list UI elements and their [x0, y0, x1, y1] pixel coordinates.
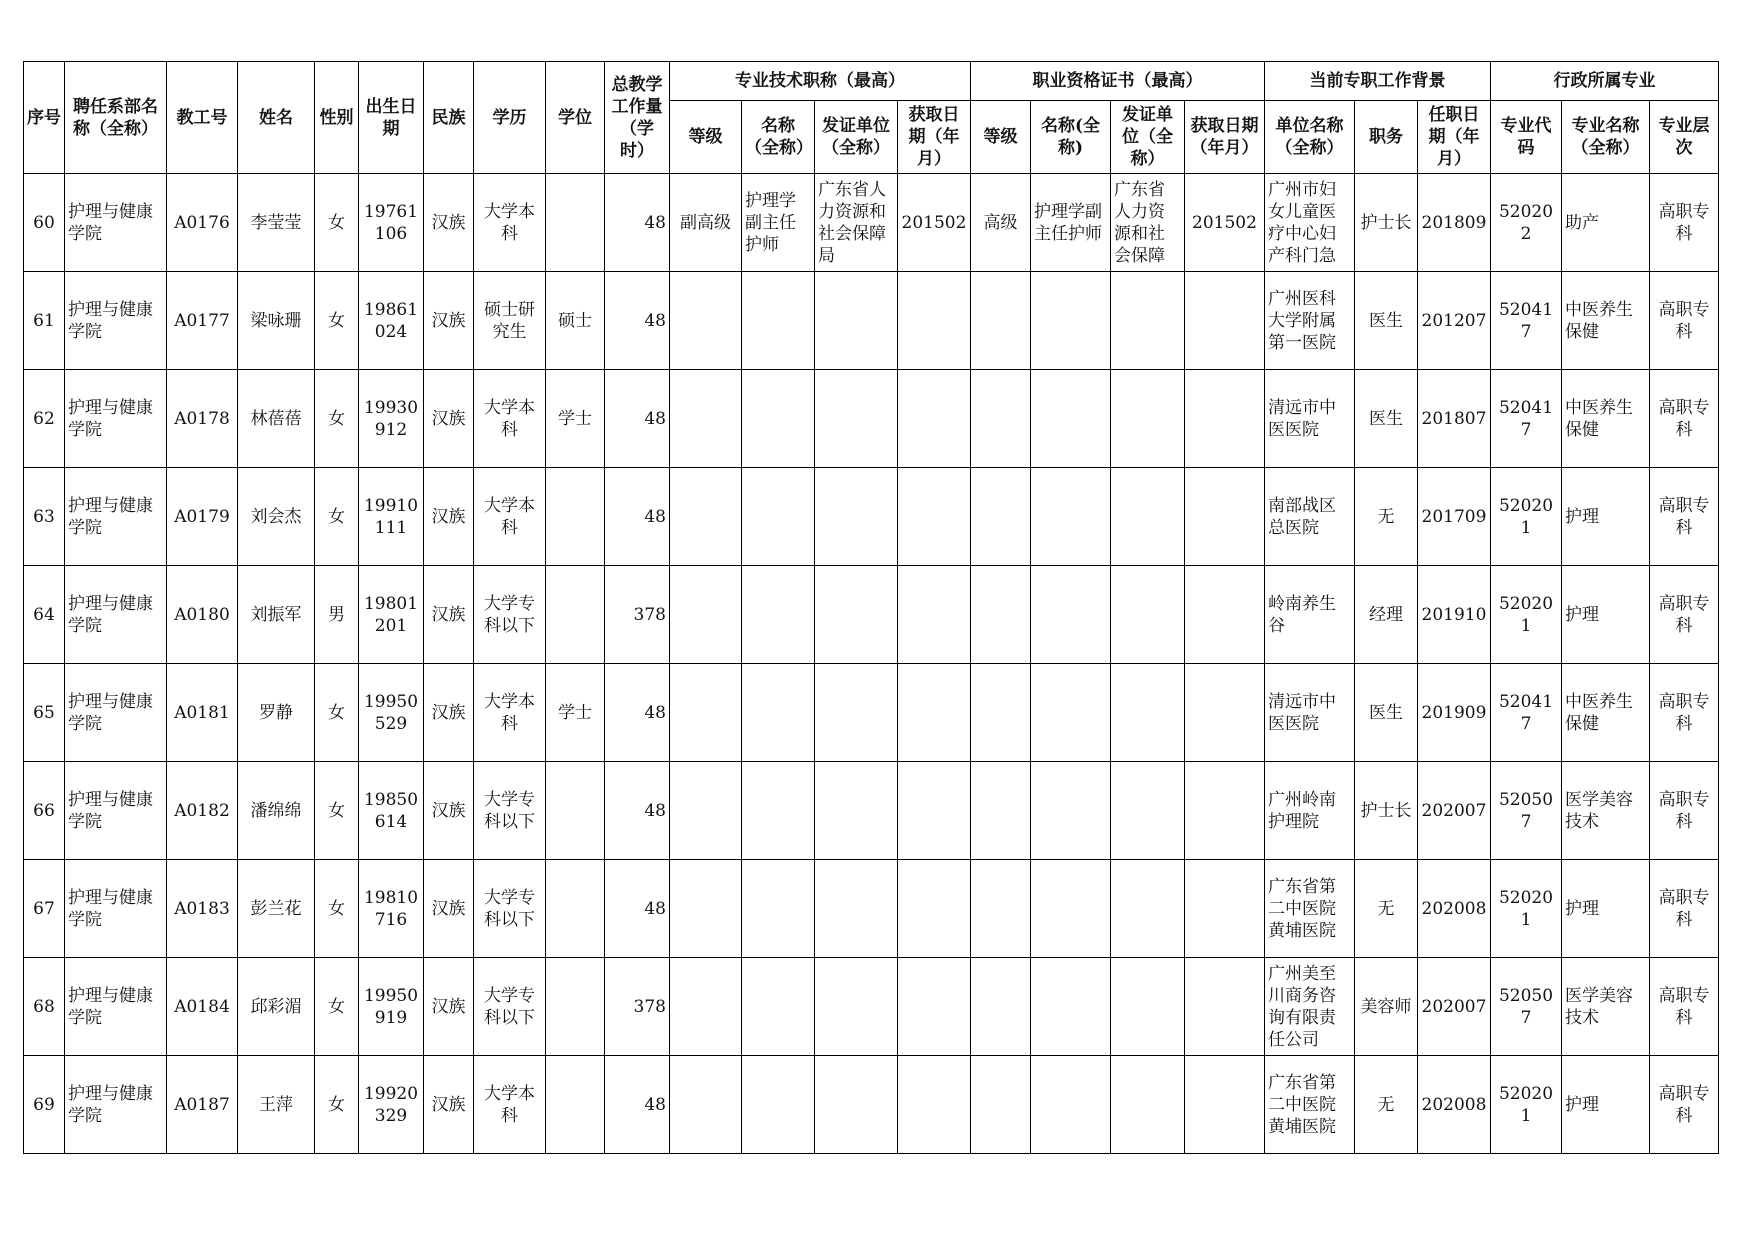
cell-major-name: 中医养生保健: [1562, 272, 1650, 370]
cell-cert-name: [1031, 958, 1111, 1056]
cell-birth: 19930912: [359, 370, 424, 468]
cell-name: 彭兰花: [238, 860, 315, 958]
table-body: [24, 174, 1719, 1154]
cell-education: 大学专科以下: [474, 762, 546, 860]
cell-gender: 女: [315, 664, 359, 762]
cell-cert-level: [971, 958, 1031, 1056]
table-row: [24, 860, 1719, 958]
cell-major-level: 高职专科: [1650, 566, 1719, 664]
cell-cert-issuer: [1111, 370, 1185, 468]
header-title-name: 名称（全称）: [742, 101, 815, 174]
cell-name: 梁咏珊: [238, 272, 315, 370]
cell-name: 林蓓蓓: [238, 370, 315, 468]
cell-hours: 48: [605, 468, 670, 566]
cell-education: 大学本科: [474, 174, 546, 272]
cell-cert-name: [1031, 370, 1111, 468]
cell-work-post: 医生: [1355, 664, 1418, 762]
cell-cert-name: [1031, 468, 1111, 566]
cell-work-unit: 广州美至川商务咨询有限责任公司: [1265, 958, 1355, 1056]
cell-degree: [546, 174, 605, 272]
cell-cert-issuer: [1111, 958, 1185, 1056]
cell-title-level: [670, 958, 742, 1056]
cell-work-unit: 广州岭南护理院: [1265, 762, 1355, 860]
cell-work-post: 医生: [1355, 370, 1418, 468]
cell-work-post: 经理: [1355, 566, 1418, 664]
cell-cert-name: [1031, 860, 1111, 958]
cell-major-name: 中医养生保健: [1562, 370, 1650, 468]
cell-dept: 护理与健康学院: [65, 1056, 167, 1154]
cell-title-name: [742, 664, 815, 762]
cell-major-code: 520201: [1491, 566, 1562, 664]
cell-title-issuer: [815, 272, 898, 370]
header-cert-issuer: 发证单位（全称）: [1111, 101, 1185, 174]
cell-major-name: 护理: [1562, 566, 1650, 664]
cell-cert-name: 护理学副主任护师: [1031, 174, 1111, 272]
header-major-group: 行政所属专业: [1491, 62, 1719, 101]
cell-major-level: 高职专科: [1650, 468, 1719, 566]
cell-title-level: [670, 664, 742, 762]
cell-degree: [546, 468, 605, 566]
cell-birth: 19810716: [359, 860, 424, 958]
cell-gender: 女: [315, 762, 359, 860]
cell-cert-level: [971, 468, 1031, 566]
staff-table: [23, 61, 1719, 1154]
cell-staff-id: A0183: [167, 860, 238, 958]
header-title-level: 等级: [670, 101, 742, 174]
cell-major-name: 医学美容技术: [1562, 958, 1650, 1056]
cell-major-level: 高职专科: [1650, 958, 1719, 1056]
header-work-post: 职务: [1355, 101, 1418, 174]
header-cert-date: 获取日期（年月）: [1185, 101, 1265, 174]
cell-cert-level: [971, 1056, 1031, 1154]
cell-education: 大学本科: [474, 468, 546, 566]
cell-cert-name: [1031, 664, 1111, 762]
cell-title-date: [898, 958, 971, 1056]
cell-staff-id: A0178: [167, 370, 238, 468]
cell-major-level: 高职专科: [1650, 664, 1719, 762]
cell-cert-date: [1185, 1056, 1265, 1154]
cell-seq: 61: [24, 272, 65, 370]
cell-major-code: 520507: [1491, 762, 1562, 860]
cell-hours: 48: [605, 174, 670, 272]
cell-dept: 护理与健康学院: [65, 174, 167, 272]
cell-work-unit: 广州医科大学附属第一医院: [1265, 272, 1355, 370]
cell-work-post: 护士长: [1355, 174, 1418, 272]
cell-cert-name: [1031, 272, 1111, 370]
cell-title-level: [670, 762, 742, 860]
cell-work-post: 无: [1355, 860, 1418, 958]
cell-cert-issuer: [1111, 664, 1185, 762]
cell-birth: 19950529: [359, 664, 424, 762]
cell-cert-date: [1185, 272, 1265, 370]
cell-hours: 378: [605, 566, 670, 664]
cell-title-level: [670, 860, 742, 958]
cell-degree: 学士: [546, 664, 605, 762]
cell-title-date: [898, 762, 971, 860]
cell-hours: 48: [605, 664, 670, 762]
cell-name: 潘绵绵: [238, 762, 315, 860]
cell-title-level: [670, 566, 742, 664]
cell-work-post: 无: [1355, 1056, 1418, 1154]
cell-title-issuer: [815, 1056, 898, 1154]
table-row: [24, 762, 1719, 860]
cell-major-code: 520417: [1491, 664, 1562, 762]
cell-gender: 男: [315, 566, 359, 664]
cell-education: 大学本科: [474, 370, 546, 468]
cell-work-date: 202007: [1418, 762, 1491, 860]
cell-work-date: 201909: [1418, 664, 1491, 762]
cell-staff-id: A0180: [167, 566, 238, 664]
table-row: [24, 174, 1719, 272]
cell-title-level: 副高级: [670, 174, 742, 272]
cell-major-name: 中医养生保健: [1562, 664, 1650, 762]
header-title-group: 专业技术职称（最高）: [670, 62, 971, 101]
cell-title-date: 201502: [898, 174, 971, 272]
cell-dept: 护理与健康学院: [65, 272, 167, 370]
cell-work-unit: 广州市妇女儿童医疗中心妇产科门急: [1265, 174, 1355, 272]
cell-major-name: 助产: [1562, 174, 1650, 272]
cell-major-code: 520507: [1491, 958, 1562, 1056]
cell-title-issuer: [815, 762, 898, 860]
cell-major-name: 护理: [1562, 1056, 1650, 1154]
cell-seq: 60: [24, 174, 65, 272]
cell-work-date: 201807: [1418, 370, 1491, 468]
cell-title-issuer: [815, 664, 898, 762]
cell-work-post: 美容师: [1355, 958, 1418, 1056]
cell-major-code: 520201: [1491, 468, 1562, 566]
cell-gender: 女: [315, 174, 359, 272]
cell-major-code: 520201: [1491, 1056, 1562, 1154]
cell-ethnic: 汉族: [424, 664, 474, 762]
cell-dept: 护理与健康学院: [65, 664, 167, 762]
cell-cert-date: [1185, 958, 1265, 1056]
cell-major-name: 医学美容技术: [1562, 762, 1650, 860]
cell-gender: 女: [315, 370, 359, 468]
cell-education: 大学本科: [474, 664, 546, 762]
cell-seq: 63: [24, 468, 65, 566]
cell-degree: [546, 860, 605, 958]
header-major-name: 专业名称（全称）: [1562, 101, 1650, 174]
cell-seq: 67: [24, 860, 65, 958]
cell-ethnic: 汉族: [424, 1056, 474, 1154]
cell-seq: 62: [24, 370, 65, 468]
table-row: [24, 370, 1719, 468]
header-row-1: [24, 62, 1719, 101]
cell-cert-date: [1185, 370, 1265, 468]
cell-degree: [546, 958, 605, 1056]
cell-education: 大学专科以下: [474, 860, 546, 958]
header-staff-id: 教工号: [167, 62, 238, 174]
cell-education: 大学专科以下: [474, 566, 546, 664]
table-row: [24, 272, 1719, 370]
cell-cert-issuer: 广东省人力资源和社会保障: [1111, 174, 1185, 272]
cell-work-unit: 广东省第二中医院黄埔医院: [1265, 1056, 1355, 1154]
cell-work-unit: 广东省第二中医院黄埔医院: [1265, 860, 1355, 958]
cell-ethnic: 汉族: [424, 566, 474, 664]
table-row: [24, 664, 1719, 762]
cell-staff-id: A0187: [167, 1056, 238, 1154]
cell-title-name: [742, 1056, 815, 1154]
cell-seq: 69: [24, 1056, 65, 1154]
cell-major-name: 护理: [1562, 468, 1650, 566]
cell-birth: 19861024: [359, 272, 424, 370]
header-ethnic: 民族: [424, 62, 474, 174]
header-cert-name: 名称(全称): [1031, 101, 1111, 174]
cell-major-level: 高职专科: [1650, 272, 1719, 370]
cell-major-level: 高职专科: [1650, 860, 1719, 958]
header-gender: 性别: [315, 62, 359, 174]
cell-cert-level: [971, 566, 1031, 664]
cell-title-issuer: [815, 468, 898, 566]
cell-education: 大学专科以下: [474, 958, 546, 1056]
cell-cert-issuer: [1111, 468, 1185, 566]
cell-name: 罗静: [238, 664, 315, 762]
cell-title-issuer: [815, 370, 898, 468]
cell-title-issuer: 广东省人力资源和社会保障局: [815, 174, 898, 272]
cell-cert-name: [1031, 1056, 1111, 1154]
cell-gender: 女: [315, 958, 359, 1056]
header-seq: 序号: [24, 62, 65, 174]
cell-ethnic: 汉族: [424, 468, 474, 566]
cell-name: 邱彩湄: [238, 958, 315, 1056]
cell-birth: 19801201: [359, 566, 424, 664]
cell-title-date: [898, 566, 971, 664]
cell-ethnic: 汉族: [424, 272, 474, 370]
cell-seq: 65: [24, 664, 65, 762]
cell-cert-level: [971, 762, 1031, 860]
cell-degree: 硕士: [546, 272, 605, 370]
cell-cert-date: [1185, 664, 1265, 762]
table-row: [24, 468, 1719, 566]
cell-dept: 护理与健康学院: [65, 370, 167, 468]
header-major-code: 专业代码: [1491, 101, 1562, 174]
table-row: [24, 958, 1719, 1056]
cell-major-code: 520202: [1491, 174, 1562, 272]
cell-major-code: 520201: [1491, 860, 1562, 958]
cell-cert-issuer: [1111, 1056, 1185, 1154]
cell-major-level: 高职专科: [1650, 1056, 1719, 1154]
cell-work-date: 201709: [1418, 468, 1491, 566]
cell-work-date: 201809: [1418, 174, 1491, 272]
cell-dept: 护理与健康学院: [65, 958, 167, 1056]
table-row: [24, 1056, 1719, 1154]
cell-title-name: [742, 958, 815, 1056]
cell-dept: 护理与健康学院: [65, 762, 167, 860]
cell-staff-id: A0181: [167, 664, 238, 762]
cell-cert-issuer: [1111, 762, 1185, 860]
header-dept: 聘任系部名称（全称）: [65, 62, 167, 174]
cell-cert-date: [1185, 860, 1265, 958]
cell-hours: 48: [605, 762, 670, 860]
cell-title-level: [670, 1056, 742, 1154]
cell-title-name: [742, 860, 815, 958]
cell-hours: 378: [605, 958, 670, 1056]
header-work-unit: 单位名称（全称）: [1265, 101, 1355, 174]
header-title-date: 获取日期（年月）: [898, 101, 971, 174]
header-major-level: 专业层次: [1650, 101, 1719, 174]
cell-title-date: [898, 860, 971, 958]
cell-cert-level: [971, 370, 1031, 468]
cell-title-level: [670, 272, 742, 370]
cell-dept: 护理与健康学院: [65, 468, 167, 566]
header-work-group: 当前专职工作背景: [1265, 62, 1491, 101]
cell-birth: 19920329: [359, 1056, 424, 1154]
cell-title-name: [742, 762, 815, 860]
cell-hours: 48: [605, 1056, 670, 1154]
table-row: [24, 566, 1719, 664]
header-name: 姓名: [238, 62, 315, 174]
cell-cert-date: [1185, 566, 1265, 664]
cell-education: 大学本科: [474, 1056, 546, 1154]
cell-gender: 女: [315, 1056, 359, 1154]
cell-work-post: 护士长: [1355, 762, 1418, 860]
cell-hours: 48: [605, 272, 670, 370]
cell-cert-issuer: [1111, 566, 1185, 664]
cell-major-level: 高职专科: [1650, 174, 1719, 272]
cell-gender: 女: [315, 860, 359, 958]
cell-title-name: [742, 566, 815, 664]
cell-ethnic: 汉族: [424, 958, 474, 1056]
cell-work-date: 201910: [1418, 566, 1491, 664]
cell-cert-date: [1185, 762, 1265, 860]
cell-cert-level: [971, 664, 1031, 762]
cell-cert-level: [971, 860, 1031, 958]
cell-title-issuer: [815, 566, 898, 664]
cell-ethnic: 汉族: [424, 762, 474, 860]
cell-degree: [546, 566, 605, 664]
cell-dept: 护理与健康学院: [65, 860, 167, 958]
header-hours: 总教学工作量（学时）: [605, 62, 670, 174]
cell-ethnic: 汉族: [424, 860, 474, 958]
cell-seq: 68: [24, 958, 65, 1056]
header-degree: 学位: [546, 62, 605, 174]
cell-title-issuer: [815, 860, 898, 958]
cell-seq: 66: [24, 762, 65, 860]
cell-ethnic: 汉族: [424, 370, 474, 468]
cell-hours: 48: [605, 860, 670, 958]
cell-major-level: 高职专科: [1650, 370, 1719, 468]
cell-birth: 19850614: [359, 762, 424, 860]
cell-staff-id: A0176: [167, 174, 238, 272]
cell-work-date: 202008: [1418, 860, 1491, 958]
cell-major-level: 高职专科: [1650, 762, 1719, 860]
cell-work-post: 医生: [1355, 272, 1418, 370]
cell-work-date: 201207: [1418, 272, 1491, 370]
cell-gender: 女: [315, 272, 359, 370]
cell-birth: 19761106: [359, 174, 424, 272]
cell-title-date: [898, 1056, 971, 1154]
header-birth: 出生日期: [359, 62, 424, 174]
cell-work-unit: 清远市中医医院: [1265, 664, 1355, 762]
cell-work-unit: 岭南养生谷: [1265, 566, 1355, 664]
cell-title-date: [898, 664, 971, 762]
cell-cert-issuer: [1111, 860, 1185, 958]
header-title-issuer: 发证单位（全称）: [815, 101, 898, 174]
cell-major-name: 护理: [1562, 860, 1650, 958]
cell-work-post: 无: [1355, 468, 1418, 566]
cell-work-date: 202008: [1418, 1056, 1491, 1154]
cell-staff-id: A0182: [167, 762, 238, 860]
cell-degree: [546, 762, 605, 860]
cell-ethnic: 汉族: [424, 174, 474, 272]
cell-cert-level: [971, 272, 1031, 370]
cell-education: 硕士研究生: [474, 272, 546, 370]
cell-name: 王萍: [238, 1056, 315, 1154]
cell-major-code: 520417: [1491, 272, 1562, 370]
cell-work-unit: 南部战区总医院: [1265, 468, 1355, 566]
cell-work-unit: 清远市中医医院: [1265, 370, 1355, 468]
header-work-date: 任职日期（年月）: [1418, 101, 1491, 174]
cell-cert-issuer: [1111, 272, 1185, 370]
cell-degree: 学士: [546, 370, 605, 468]
cell-cert-name: [1031, 566, 1111, 664]
cell-work-date: 202007: [1418, 958, 1491, 1056]
cell-cert-name: [1031, 762, 1111, 860]
cell-title-date: [898, 370, 971, 468]
header-education: 学历: [474, 62, 546, 174]
header-cert-level: 等级: [971, 101, 1031, 174]
cell-seq: 64: [24, 566, 65, 664]
cell-degree: [546, 1056, 605, 1154]
cell-title-name: 护理学副主任护师: [742, 174, 815, 272]
cell-birth: 19950919: [359, 958, 424, 1056]
cell-name: 李莹莹: [238, 174, 315, 272]
cell-title-level: [670, 468, 742, 566]
cell-major-code: 520417: [1491, 370, 1562, 468]
cell-title-level: [670, 370, 742, 468]
cell-title-name: [742, 370, 815, 468]
cell-title-name: [742, 272, 815, 370]
cell-gender: 女: [315, 468, 359, 566]
cell-name: 刘会杰: [238, 468, 315, 566]
cell-title-date: [898, 272, 971, 370]
cell-name: 刘振军: [238, 566, 315, 664]
cell-title-issuer: [815, 958, 898, 1056]
cell-birth: 19910111: [359, 468, 424, 566]
cell-staff-id: A0184: [167, 958, 238, 1056]
cell-cert-level: 高级: [971, 174, 1031, 272]
cell-dept: 护理与健康学院: [65, 566, 167, 664]
cell-hours: 48: [605, 370, 670, 468]
header-cert-group: 职业资格证书（最高）: [971, 62, 1265, 101]
cell-staff-id: A0177: [167, 272, 238, 370]
cell-title-date: [898, 468, 971, 566]
cell-cert-date: 201502: [1185, 174, 1265, 272]
cell-staff-id: A0179: [167, 468, 238, 566]
cell-title-name: [742, 468, 815, 566]
cell-cert-date: [1185, 468, 1265, 566]
